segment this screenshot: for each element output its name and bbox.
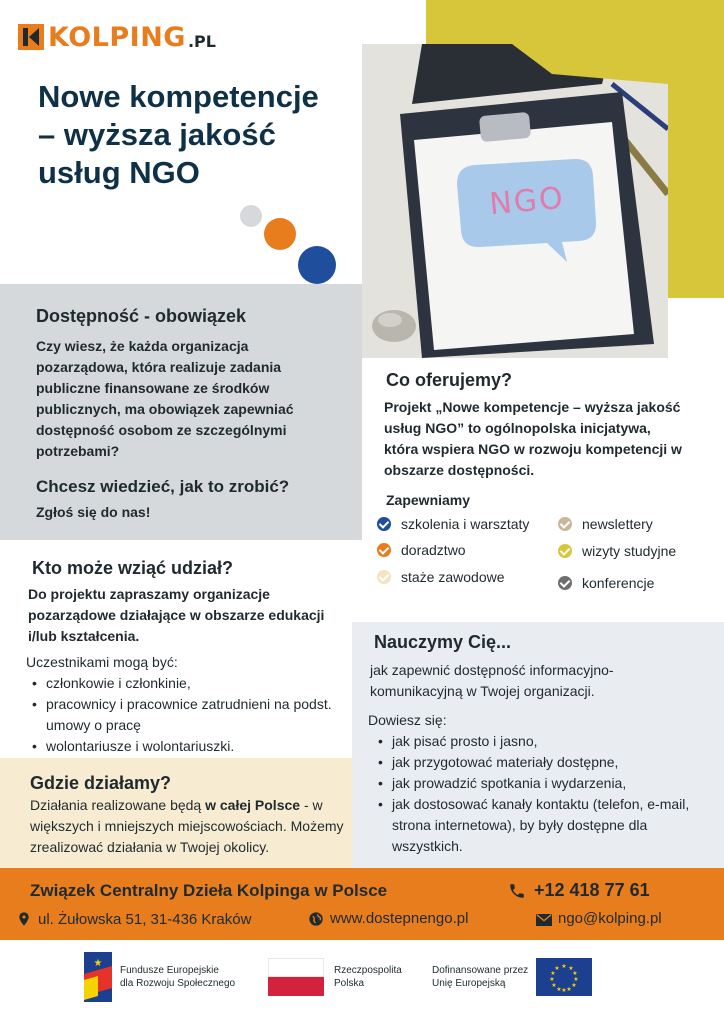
offer-item-label: konferencje	[582, 575, 655, 591]
rp-line-1: Rzeczpospolita	[334, 965, 402, 976]
list-item: • jak prowadzić spotkania i wydarzenia,	[372, 773, 702, 794]
svg-text:★: ★	[566, 986, 572, 993]
phone-number: +12 418 77 61	[534, 880, 650, 900]
list-item: • jak przygotować materiały dostępne,	[372, 752, 702, 773]
svg-text:★: ★	[568, 965, 574, 972]
website-contact[interactable]	[308, 910, 468, 927]
svg-text:★: ★	[573, 976, 579, 983]
svg-text:★: ★	[93, 958, 103, 969]
ue-logo	[432, 958, 592, 996]
phone-contact[interactable]	[508, 880, 650, 901]
participants-list	[26, 673, 356, 757]
svg-text:★: ★	[549, 976, 555, 983]
svg-text:★: ★	[554, 965, 560, 972]
list-item: • wolontariusze i wolontariuszki.	[26, 736, 356, 757]
accessibility-title: Dostępność - obowiązek	[36, 306, 247, 326]
svg-text:★: ★	[561, 963, 567, 970]
offer-item	[558, 543, 676, 559]
offer-item-label: staże zawodowe	[401, 569, 505, 585]
offer-item-label: newslettery	[582, 516, 653, 532]
kolping-logo	[18, 22, 216, 52]
page-title: Nowe kompetencje – wyższa jakość usług NGO	[38, 79, 319, 190]
learning-list	[372, 731, 702, 857]
check-icon	[558, 576, 572, 590]
fe-line-1: Fundusze Europejskie	[120, 965, 219, 976]
website-link: www.dostepnengo.pl	[330, 910, 469, 927]
svg-text:★: ★	[551, 982, 557, 989]
email-link: ngo@kolping.pl	[558, 910, 662, 927]
check-icon	[558, 544, 572, 558]
offer-item	[558, 575, 654, 591]
clipboard-photo	[362, 44, 668, 358]
check-icon	[377, 517, 391, 531]
location-text-end: - w większych i mniejszych miejscowościach. Możemy zrealizować działania w Twojej okolicy.	[30, 797, 344, 855]
phone-icon	[508, 882, 526, 900]
svg-text:★: ★	[571, 982, 577, 989]
participation-intro: Uczestnikami mogą być:	[26, 654, 178, 670]
brand-suffix: .PL	[187, 31, 216, 51]
ue-line-2: Unię Europejską	[432, 978, 506, 989]
offer-item	[377, 569, 505, 585]
ue-line-1: Dofinansowane przez	[432, 965, 529, 976]
polish-flag-icon	[268, 958, 324, 996]
check-icon	[377, 570, 391, 584]
mail-icon	[536, 914, 552, 926]
participation-title: Kto może wziąć udział?	[32, 558, 234, 578]
learning-title: Nauczymy Cię...	[374, 632, 512, 652]
svg-text:★: ★	[561, 987, 567, 994]
eu-flag-icon	[536, 958, 592, 996]
offer-subtitle: Zapewniamy	[386, 492, 471, 508]
location-highlight: w całej Polsce	[205, 797, 301, 813]
participation-body: Do projektu zapraszamy organizacje pozarządowe działające w obszarze edukacji i/lub kształcenia.	[28, 586, 325, 644]
location-pin-icon	[16, 910, 32, 928]
svg-text:★: ★	[550, 970, 556, 977]
globe-icon	[308, 911, 324, 927]
offer-title: Co oferujemy?	[386, 370, 513, 390]
accessibility-question: Chcesz wiedzieć, jak to zrobić?	[36, 477, 290, 496]
location-text-start: Działania realizowane będą	[30, 797, 206, 813]
accessibility-cta: Zgłoś się do nas!	[36, 504, 151, 520]
svg-text:★: ★	[572, 970, 578, 977]
offer-item	[558, 516, 653, 532]
organization-name: Związek Centralny Dzieła Kolpinga w Polsce	[30, 881, 388, 900]
rp-logo	[268, 958, 402, 996]
check-icon	[558, 517, 572, 531]
email-contact[interactable]	[536, 910, 662, 927]
fe-logo	[84, 952, 235, 1002]
learning-intro: Dowiesz się:	[368, 712, 447, 728]
fe-emblem-icon	[84, 952, 112, 1002]
learning-body: jak zapewnić dostępność informacyjno-komunikacyjną w Twojej organizacji.	[370, 662, 614, 699]
location-body	[30, 795, 348, 858]
ngo-bubble-text: NGO	[487, 180, 567, 223]
orange-dot	[264, 218, 296, 250]
gray-dot	[240, 205, 262, 227]
location-title: Gdzie działamy?	[30, 773, 172, 793]
check-icon	[377, 543, 391, 557]
offer-item-label: szkolenia i warsztaty	[401, 516, 530, 532]
svg-text:★: ★	[556, 986, 562, 993]
blue-dot	[298, 246, 336, 284]
list-item: • pracownicy i pracownice zatrudnieni na podst. umowy o pracę	[26, 694, 356, 736]
brand-name: KOLPING	[48, 21, 186, 53]
offer-item-label: wizyty studyjne	[582, 543, 677, 559]
list-item: • członkowie i członkinie,	[26, 673, 356, 694]
list-item: • jak pisać prosto i jasno,	[372, 731, 702, 752]
rp-line-2: Polska	[334, 978, 365, 989]
fe-line-2: dla Rozwoju Społecznego	[120, 978, 236, 989]
address-text: ul. Żułowska 51, 31-436 Kraków	[38, 910, 252, 928]
contact-bar	[0, 868, 724, 940]
kolping-k-icon	[18, 24, 44, 50]
offer-item	[377, 542, 466, 558]
address-contact	[16, 910, 251, 928]
offer-body: Projekt „Nowe kompetencje – wyższa jakość usług NGO” to ogólnopolska inicjatywa, która wspiera NGO w rozwoju kompetencji w obszarze dostępności.	[384, 399, 682, 478]
offer-item-label: doradztwo	[401, 542, 466, 558]
offer-item	[377, 516, 529, 532]
accessibility-body: Czy wiesz, że każda organizacja pozarządowa, która realizuje zadania publiczne finansowane ze środków publicznych, ma obowiązek zapewniać dostępność osobom ze szczególnymi potrzebami?	[36, 338, 294, 459]
list-item: • jak dostosować kanały kontaktu (telefon, e-mail, strona internetowa), by były dostępne dla wszystkich.	[372, 794, 702, 857]
